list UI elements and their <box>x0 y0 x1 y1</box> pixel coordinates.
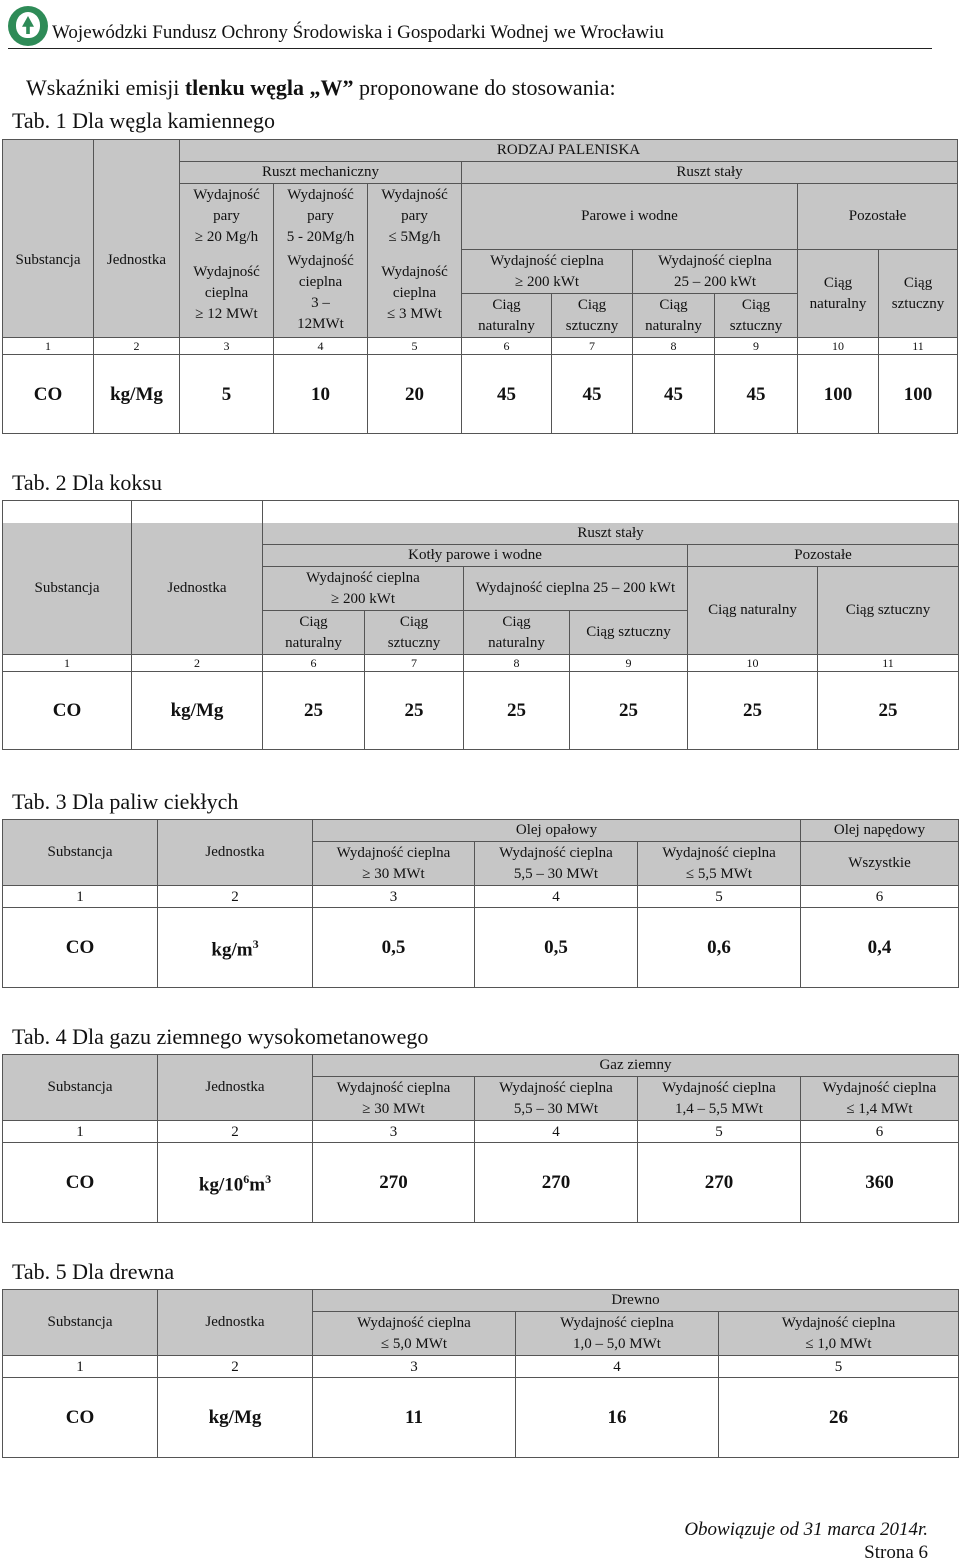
tab1-ruszt-staly: Ruszt stały <box>462 162 958 184</box>
tab3-jednostka: Jednostka <box>158 820 313 886</box>
tab4-number-row: 1 2 3 4 5 6 <box>3 1121 959 1143</box>
tab2-number-row: 1 2 6 7 8 9 10 11 <box>3 655 959 672</box>
tab1-jednostka: Jednostka <box>94 184 180 338</box>
tab5-number-row: 1 2 3 4 5 <box>3 1356 959 1378</box>
tab3-substancja: Substancja <box>3 820 158 886</box>
tab2-table: Substancja Jednostka Ruszt stały Kotły parowe i wodne Pozostałe Wydajność cieplna ≥ 200 kWt Wydajność cieplna 25 – 200 kWt Ciąg naturalny Ciąg sztuczny Ciąg naturalny Ciąg sztuczny Ciąg naturalny Ciąg sztuczny 1 2 6 7 8 9 10 11 CO kg/Mg 25 25 25 25 25 25 <box>2 500 959 750</box>
tab3-value-row: CO $kg/m^3$ 0,5 0,5 0,6 0,4 <box>3 908 959 988</box>
wfosigw-logo-icon <box>8 6 48 46</box>
tab5-title: Tab. 5 Dla drewna <box>12 1259 175 1284</box>
tab3-table: Substancja Jednostka Olej opałowy Olej napędowy Wydajność cieplna ≥ 30 MWt Wydajność cieplna 5,5 – 30 MWt Wydajność cieplna ≤ 5,5 MWt Wszystkie 1 2 3 4 5 6 CO $kg/m^3$ 0,5 0,5 0,6 0,4 <box>2 819 959 988</box>
tab5-jednostka: Jednostka <box>158 1290 313 1356</box>
tab1-substancja: Substancja <box>3 184 94 338</box>
tab2-value-row: CO kg/Mg 25 25 25 25 25 25 <box>3 672 959 750</box>
tab2-substancja: Substancja <box>3 523 132 655</box>
intro-prefix: Wskaźniki emisji <box>26 75 185 100</box>
page-number: Strona 6 <box>864 1542 928 1563</box>
intro-text <box>26 75 616 101</box>
tab5-substancja: Substancja <box>3 1290 158 1356</box>
tab1-value-row: CO kg/Mg 5 10 20 45 45 45 45 100 100 <box>3 355 958 434</box>
tab5-value-row: CO kg/Mg 11 16 26 <box>3 1378 959 1458</box>
tab1-table: RODZAJ PALENISKA Ruszt mechaniczny Ruszt stały Substancja Jednostka Wydajność pary ≥ 20 Mg/h Wydajność pary 5 - 20Mg/h Wydajność pary ≤ 5Mg/h Parowe i wodne Pozostałe Wydajność cieplna ≥ 12 MWt Wydajność cieplna 3 – 12MWt Wydajność cieplna ≤ 3 MWt Wydajność cieplna ≥ 200 kWt Wydajność cieplna 25 – 200 kWt Ciąg naturalny Ciąg sztuczny Ciąg naturalny Ciąg sztuczny Ciąg naturalny Ciąg sztuczny 1 2 3 4 5 6 7 8 9 10 11 CO kg/Mg 5 10 20 45 45 45 45 100 100 <box>2 139 958 434</box>
tab5-table: Substancja Jednostka Drewno Wydajność cieplna ≤ 5,0 MWt Wydajność cieplna 1,0 – 5,0 MWt Wydajność cieplna ≤ 1,0 MWt 1 2 3 4 5 CO kg/Mg 11 16 26 <box>2 1289 959 1458</box>
intro-bold: tlenku węgla „W” <box>184 75 354 100</box>
tab1-parowe-i-wodne: Parowe i wodne <box>462 184 798 250</box>
tab3-number-row: 1 2 3 4 5 6 <box>3 886 959 908</box>
tab1-number-row: 1 2 3 4 5 6 7 8 9 10 11 <box>3 338 958 355</box>
tab2-jednostka: Jednostka <box>132 523 263 655</box>
tab3-olej-opalowy: Olej opałowy <box>313 820 801 842</box>
tab4-jednostka: Jednostka <box>158 1055 313 1121</box>
tab2-title: Tab. 2 Dla koksu <box>12 470 162 495</box>
page-footer <box>684 1518 928 1564</box>
tab1-ruszt-mechaniczny: Ruszt mechaniczny <box>180 162 462 184</box>
tab3-olej-napedowy: Olej napędowy <box>801 820 959 842</box>
tab4-gaz-ziemny: Gaz ziemny <box>313 1055 959 1077</box>
tab5-drewno: Drewno <box>313 1290 959 1312</box>
header-title: Wojewódzki Fundusz Ochrony Środowiska i Gospodarki Wodnej we Wrocławiu <box>52 22 664 43</box>
tab2-pozostale: Pozostałe <box>688 545 959 567</box>
tab2-ruszt-staly: Ruszt stały <box>263 523 959 545</box>
tab4-value-row: CO $kg/10^6m^3$ 270 270 270 360 <box>3 1143 959 1223</box>
page-header <box>8 4 932 49</box>
tab2-kotly: Kotły parowe i wodne <box>263 545 688 567</box>
footer-date: Obowiązuje od 31 marca 2014r. <box>684 1519 928 1540</box>
tab4-substancja: Substancja <box>3 1055 158 1121</box>
tab1-title: Tab. 1 Dla węgla kamiennego <box>12 108 275 133</box>
intro-suffix: proponowane do stosowania: <box>353 75 616 100</box>
tab4-table: Substancja Jednostka Gaz ziemny Wydajność cieplna ≥ 30 MWt Wydajność cieplna 5,5 – 30 MWt Wydajność cieplna 1,4 – 5,5 MWt Wydajność cieplna ≤ 1,4 MWt 1 2 3 4 5 6 CO $kg/10^6m^3$ 270 270 270 360 <box>2 1054 959 1223</box>
tab1-rodzaj-paleniska: RODZAJ PALENISKA <box>180 140 958 162</box>
tab4-title: Tab. 4 Dla gazu ziemnego wysokometanowego <box>12 1024 429 1049</box>
tab3-title: Tab. 3 Dla paliw ciekłych <box>12 789 239 814</box>
tab1-pozostale: Pozostałe <box>798 184 958 250</box>
